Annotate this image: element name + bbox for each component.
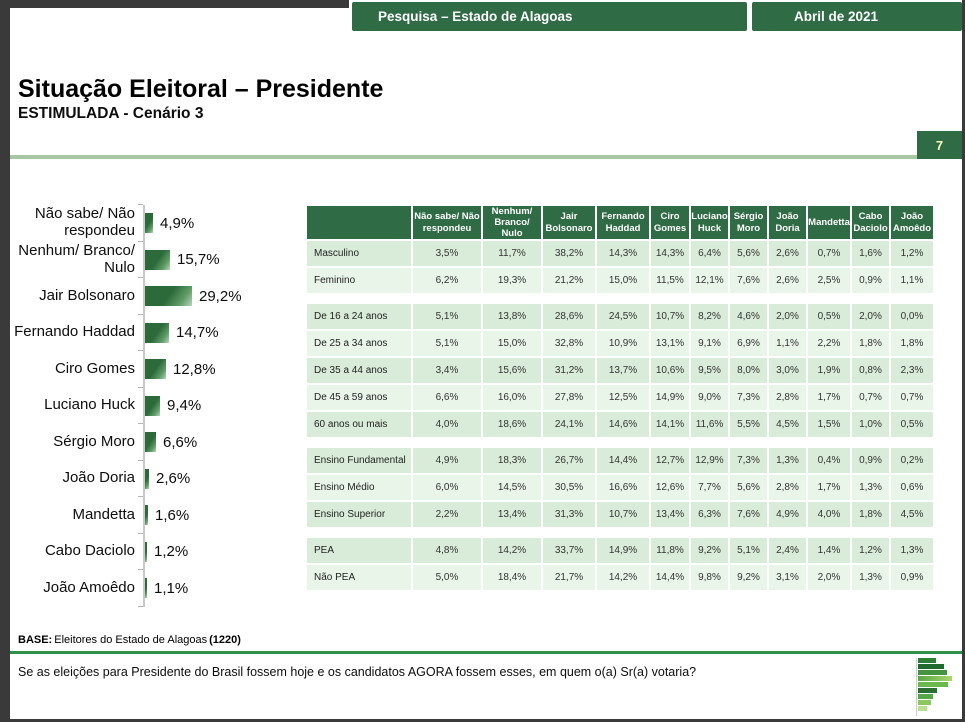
chart-row — [12, 424, 304, 461]
table-cell: 27,8% — [543, 385, 595, 410]
table-cell: 12,6% — [651, 475, 689, 500]
page-title: Situação Eleitoral – Presidente — [18, 75, 384, 103]
chart-category-label: Sérgio Moro — [53, 432, 135, 450]
header-survey-label: Pesquisa – Estado de Alagoas — [378, 9, 573, 24]
table-cell: 10,9% — [597, 331, 649, 356]
header-survey-box — [352, 2, 747, 31]
table-cell: 1,5% — [808, 412, 850, 437]
table-cell: 5,5% — [730, 412, 767, 437]
table-cell: 6,3% — [691, 502, 728, 527]
table-cell: 0,8% — [852, 358, 889, 383]
table-header-row — [307, 206, 933, 239]
table-cell: 3,1% — [769, 565, 806, 590]
table-cell: 18,4% — [483, 565, 541, 590]
table-column-header: Fernando Haddad — [597, 206, 649, 239]
table-cell: 14,2% — [483, 538, 541, 563]
table-cell: 8,0% — [730, 358, 767, 383]
table-cell: 5,1% — [413, 331, 481, 356]
table-cell: 1,4% — [808, 538, 850, 563]
table-cell: 0,7% — [852, 385, 889, 410]
table-cell: 12,9% — [691, 448, 728, 473]
chart-row — [12, 534, 304, 571]
logo-bar — [918, 688, 937, 693]
table-cell: 1,3% — [852, 565, 889, 590]
table-cell: 3,0% — [769, 358, 806, 383]
table-cell: 0,2% — [891, 448, 933, 473]
chart-row — [12, 388, 304, 425]
logo-bar — [918, 700, 931, 705]
table-cell: 0,6% — [891, 475, 933, 500]
table-group — [307, 448, 933, 527]
chart-bar — [145, 359, 166, 379]
table-cell: 2,8% — [769, 475, 806, 500]
table-cell: 14,9% — [597, 538, 649, 563]
chart-category-label: Ciro Gomes — [54, 359, 135, 377]
table-cell: 18,6% — [483, 412, 541, 437]
table-cell: 7,6% — [730, 268, 767, 293]
table-row-label: Masculino — [307, 241, 411, 266]
table-cell: 6,6% — [413, 385, 481, 410]
table-column-header: Não sabe/ Não respondeu — [413, 206, 481, 239]
chart-value-label: 2,6% — [156, 470, 191, 488]
table-cell: 2,2% — [413, 502, 481, 527]
table-cell: 12,1% — [691, 268, 728, 293]
chart-bar-area — [143, 497, 304, 534]
table-cell: 1,1% — [891, 268, 933, 293]
table-column-header: João Amoêdo — [891, 206, 933, 239]
table-cell: 9,1% — [691, 331, 728, 356]
table-cell: 21,2% — [543, 268, 595, 293]
chart-value-label: 9,4% — [167, 397, 202, 415]
chart-row — [12, 497, 304, 534]
chart-category-label: Mandetta — [72, 505, 135, 523]
table-cell: 2,3% — [891, 358, 933, 383]
header-date-box — [752, 2, 962, 31]
table-cell: 14,3% — [597, 241, 649, 266]
table-row-label: De 35 a 44 anos — [307, 358, 411, 383]
table-cell: 6,4% — [691, 241, 728, 266]
table-cell: 31,2% — [543, 358, 595, 383]
table-cell: 5,0% — [413, 565, 481, 590]
table-cell: 13,4% — [483, 502, 541, 527]
chart-bar-area — [143, 461, 304, 498]
table-row-label: Não PEA — [307, 565, 411, 590]
chart-row — [12, 570, 304, 607]
table-cell: 13,1% — [651, 331, 689, 356]
table-cell: 5,1% — [413, 304, 481, 329]
table-cell: 13,7% — [597, 358, 649, 383]
chart-row — [12, 351, 304, 388]
table-cell: 1,9% — [808, 358, 850, 383]
chart-bar-area — [143, 315, 304, 352]
table-row-label: PEA — [307, 538, 411, 563]
table-cell: 3,5% — [413, 241, 481, 266]
table-cell: 16,6% — [597, 475, 649, 500]
table-cell: 14,3% — [651, 241, 689, 266]
table-cell: 4,5% — [769, 412, 806, 437]
table-cell: 4,9% — [769, 502, 806, 527]
table-cell: 13,4% — [651, 502, 689, 527]
table-cell: 12,5% — [597, 385, 649, 410]
table-cell: 19,3% — [483, 268, 541, 293]
chart-value-label: 1,2% — [154, 543, 189, 561]
table-row-label: Ensino Superior — [307, 502, 411, 527]
table-cell: 1,0% — [852, 412, 889, 437]
page-number: 7 — [935, 137, 944, 153]
table-row-label: Ensino Fundamental — [307, 448, 411, 473]
chart-bar — [145, 469, 149, 489]
table-column-header: Cabo Daciolo — [852, 206, 889, 239]
chart-row — [12, 242, 304, 279]
table-cell: 1,8% — [852, 331, 889, 356]
table-cell: 16,0% — [483, 385, 541, 410]
chart-value-label: 6,6% — [163, 433, 198, 451]
table-column-header: Ciro Gomes — [651, 206, 689, 239]
chart-bar-area — [143, 388, 304, 425]
table-cell: 5,6% — [730, 475, 767, 500]
table-cell: 1,3% — [769, 448, 806, 473]
chart-row — [12, 315, 304, 352]
chart-value-label: 29,2% — [199, 287, 242, 305]
question-text: Se as eleições para Presidente do Brasil fossem hoje e os candidatos AGORA fossem esses, em quem o(a) Sr(a) votaria? — [18, 665, 697, 679]
table-cell: 6,0% — [413, 475, 481, 500]
table-cell: 5,6% — [730, 241, 767, 266]
logo-bar — [918, 682, 948, 687]
table-column-header: Luciano Huck — [691, 206, 728, 239]
table-cell: 26,7% — [543, 448, 595, 473]
chart-bar — [145, 213, 153, 233]
table-cell: 4,0% — [808, 502, 850, 527]
table-cell: 6,2% — [413, 268, 481, 293]
table-cell: 4,9% — [413, 448, 481, 473]
chart-bar-area — [143, 351, 304, 388]
table-cell: 0,9% — [891, 565, 933, 590]
chart-value-label: 1,6% — [155, 506, 190, 524]
chart-bar-area — [143, 205, 304, 242]
table-cell: 1,6% — [852, 241, 889, 266]
table-cell: 12,7% — [651, 448, 689, 473]
chart-category-label: João Amoêdo — [43, 578, 135, 596]
table-cell: 2,6% — [769, 241, 806, 266]
table-cell: 7,3% — [730, 385, 767, 410]
table-cell: 33,7% — [543, 538, 595, 563]
table-cell: 1,3% — [891, 538, 933, 563]
chart-value-label: 1,1% — [154, 579, 189, 597]
table-cell: 14,5% — [483, 475, 541, 500]
chart-category-label: Nenhum/ Branco/ Nulo — [18, 241, 135, 276]
table-cell: 11,8% — [651, 538, 689, 563]
chart-category-label: Jair Bolsonaro — [39, 286, 135, 304]
table-cell: 2,0% — [852, 304, 889, 329]
table-row-label: De 16 a 24 anos — [307, 304, 411, 329]
table-cell: 4,6% — [730, 304, 767, 329]
chart-bar — [145, 432, 156, 452]
base-text: Eleitores do Estado de Alagoas — [54, 634, 208, 646]
base-label: BASE: — [18, 634, 53, 646]
table-row-label: Ensino Médio — [307, 475, 411, 500]
table-cell: 4,5% — [891, 502, 933, 527]
header-bar — [352, 2, 962, 31]
table-cell: 4,8% — [413, 538, 481, 563]
table-cell: 1,7% — [808, 475, 850, 500]
table-cell: 11,7% — [483, 241, 541, 266]
table-cell: 15,0% — [483, 331, 541, 356]
table-group — [307, 538, 933, 590]
page-subtitle: ESTIMULADA - Cenário 3 — [18, 105, 204, 122]
chart-category-label: Fernando Haddad — [14, 323, 135, 341]
table-cell: 6,9% — [730, 331, 767, 356]
chart-bar-area — [143, 278, 304, 315]
chart-bar — [145, 542, 147, 562]
chart-bar — [145, 396, 160, 416]
logo-bar — [918, 664, 944, 669]
table-cell: 18,3% — [483, 448, 541, 473]
table-corner-cell — [307, 206, 411, 239]
table-cell: 10,7% — [597, 502, 649, 527]
table-cell: 38,2% — [543, 241, 595, 266]
table-cell: 4,0% — [413, 412, 481, 437]
table-cell: 14,4% — [651, 565, 689, 590]
table-cell: 24,1% — [543, 412, 595, 437]
chart-bar-area — [143, 424, 304, 461]
chart-value-label: 12,8% — [173, 360, 216, 378]
window-left-border — [0, 0, 10, 722]
window-top-border — [0, 0, 349, 8]
footer-divider — [10, 651, 962, 654]
table-cell: 31,3% — [543, 502, 595, 527]
table-cell: 1,8% — [852, 502, 889, 527]
table-cell: 2,0% — [769, 304, 806, 329]
chart-bar — [145, 250, 170, 270]
table-cell: 0,5% — [808, 304, 850, 329]
logo-bar — [918, 670, 947, 675]
bar-chart — [12, 205, 304, 607]
table-cell: 9,2% — [691, 538, 728, 563]
table-group — [307, 241, 933, 293]
table-cell: 1,3% — [852, 475, 889, 500]
table-cell: 9,2% — [730, 565, 767, 590]
table-cell: 9,0% — [691, 385, 728, 410]
chart-bar-area — [143, 242, 304, 279]
table-row-label: 60 anos ou mais — [307, 412, 411, 437]
table-cell: 2,2% — [808, 331, 850, 356]
table-cell: 14,4% — [597, 448, 649, 473]
table-cell: 11,6% — [691, 412, 728, 437]
table-cell: 13,8% — [483, 304, 541, 329]
logo-bar — [918, 658, 936, 663]
chart-row — [12, 278, 304, 315]
chart-row — [12, 461, 304, 498]
table-cell: 1,2% — [852, 538, 889, 563]
chart-category-label: Não sabe/ Não respondeu — [34, 205, 135, 240]
table-cell: 2,4% — [769, 538, 806, 563]
table-cell: 30,5% — [543, 475, 595, 500]
table-cell: 0,7% — [891, 385, 933, 410]
base-note — [18, 634, 241, 646]
chart-bar — [145, 505, 148, 525]
table-group — [307, 304, 933, 437]
table-cell: 0,0% — [891, 304, 933, 329]
chart-value-label: 4,9% — [160, 214, 195, 232]
table-cell: 15,0% — [597, 268, 649, 293]
chart-bar-area — [143, 570, 304, 607]
table-cell: 1,7% — [808, 385, 850, 410]
table-cell: 9,8% — [691, 565, 728, 590]
chart-bar — [145, 323, 169, 343]
chart-category-label: Luciano Huck — [44, 396, 135, 414]
title-divider — [10, 155, 917, 159]
table-column-header: Sérgio Moro — [730, 206, 767, 239]
table-cell: 2,6% — [769, 268, 806, 293]
table-cell: 0,9% — [852, 268, 889, 293]
table-cell: 0,7% — [808, 241, 850, 266]
table-row-label: De 25 a 34 anos — [307, 331, 411, 356]
chart-bar-area — [143, 534, 304, 571]
chart-value-label: 15,7% — [177, 251, 220, 269]
table-cell: 1,2% — [891, 241, 933, 266]
table-cell: 14,6% — [597, 412, 649, 437]
table-column-header: João Doria — [769, 206, 806, 239]
table-column-header: Nenhum/ Branco/ Nulo — [483, 206, 541, 239]
table-cell: 7,3% — [730, 448, 767, 473]
table-column-header: Jair Bolsonaro — [543, 206, 595, 239]
chart-bar — [145, 578, 147, 598]
table-cell: 1,1% — [769, 331, 806, 356]
table-cell: 15,6% — [483, 358, 541, 383]
table-cell: 28,6% — [543, 304, 595, 329]
table-cell: 8,2% — [691, 304, 728, 329]
table-cell: 0,4% — [808, 448, 850, 473]
base-count: (1220) — [209, 634, 241, 646]
table-cell: 21,7% — [543, 565, 595, 590]
table-cell: 9,5% — [691, 358, 728, 383]
table-cell: 24,5% — [597, 304, 649, 329]
table-cell: 11,5% — [651, 268, 689, 293]
table-cell: 14,1% — [651, 412, 689, 437]
table-cell: 0,5% — [891, 412, 933, 437]
chart-value-label: 14,7% — [176, 324, 219, 342]
table-column-header: Mandetta — [808, 206, 850, 239]
logo-bar — [918, 706, 927, 711]
crosstab-table — [307, 206, 933, 590]
table-row-label: De 45 a 59 anos — [307, 385, 411, 410]
table-cell: 0,9% — [852, 448, 889, 473]
table-cell: 10,6% — [651, 358, 689, 383]
table-cell: 3,4% — [413, 358, 481, 383]
table-cell: 14,9% — [651, 385, 689, 410]
chart-row — [12, 205, 304, 242]
chart-bar — [145, 286, 192, 306]
logo-icon — [916, 658, 952, 716]
page-number-badge — [917, 131, 962, 159]
logo-bar — [918, 694, 933, 699]
chart-category-label: João Doria — [62, 469, 135, 487]
chart-category-label: Cabo Daciolo — [44, 542, 135, 560]
header-date-label: Abril de 2021 — [794, 9, 879, 24]
logo-bar — [918, 676, 952, 681]
table-cell: 7,7% — [691, 475, 728, 500]
table-cell: 2,5% — [808, 268, 850, 293]
table-cell: 14,2% — [597, 565, 649, 590]
table-cell: 5,1% — [730, 538, 767, 563]
table-cell: 1,8% — [891, 331, 933, 356]
table-cell: 32,8% — [543, 331, 595, 356]
table-cell: 10,7% — [651, 304, 689, 329]
table-row-label: Feminino — [307, 268, 411, 293]
table-cell: 7,6% — [730, 502, 767, 527]
table-cell: 2,8% — [769, 385, 806, 410]
table-cell: 2,0% — [808, 565, 850, 590]
